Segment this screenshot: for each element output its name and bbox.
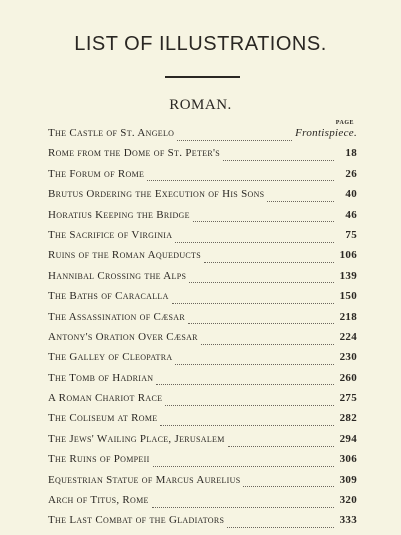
illustration-title: Antony's Oration Over Cæsar [48,330,198,343]
list-item [48,392,357,412]
page-number: 320 [339,494,357,507]
illustration-title: The Ruins of Pompeii [48,453,150,466]
dot-leader [243,486,334,487]
illustration-title: The Assassination of Cæsar [48,310,186,323]
list-item [48,229,357,249]
list-item [48,474,357,494]
illustration-title: Brutus Ordering the Execution of His Sons [48,188,265,201]
dot-leader [177,140,292,141]
list-item [48,168,357,188]
page-number: 294 [339,432,357,445]
dot-leader [267,201,334,202]
page-number: 106 [339,249,357,262]
page-title: LIST OF ILLUSTRATIONS. [74,33,327,55]
page-number: 309 [339,473,357,486]
dot-leader [165,405,334,406]
list-item [48,453,357,473]
dot-leader [147,180,334,181]
list-item [48,331,357,351]
illustration-title: Horatius Keeping the Bridge [48,208,190,221]
list-item [48,433,357,453]
dot-leader [156,384,334,385]
list-item [48,290,357,310]
page-number: 40 [345,188,357,201]
list-item [48,372,357,392]
illustration-title: The Castle of St. Angelo [48,127,175,139]
list-item [48,351,357,371]
dot-leader [152,507,334,508]
list-item [48,127,357,147]
page-number: 275 [339,392,357,405]
page-number: 306 [339,453,357,466]
list-item [48,270,357,290]
page-column-label: PAGE [335,120,354,126]
title-divider [165,76,240,78]
illustration-title: The Tomb of Hadrian [48,371,154,384]
page-number: 224 [339,330,357,343]
dot-leader [160,425,334,426]
page-number: 26 [345,167,357,180]
page-number: 230 [339,351,357,364]
page-number: 260 [339,371,357,384]
dot-leader [227,527,334,528]
dot-leader [175,364,334,365]
section-heading: ROMAN. [169,97,232,113]
page-number: 18 [345,147,357,160]
list-item [48,514,357,534]
list-item [48,412,357,432]
page-number: 46 [345,208,357,221]
dot-leader [193,221,334,222]
page-number: 75 [345,228,357,241]
page-number: 282 [339,412,357,425]
illustration-title: Hannibal Crossing the Alps [48,269,187,282]
illustration-title: The Galley of Cleopatra [48,351,173,364]
illustration-title: Ruins of the Roman Aqueducts [48,249,201,262]
dot-leader [188,323,334,324]
page-number: 139 [339,269,357,282]
list-item [48,311,357,331]
dot-leader [204,262,334,263]
illustration-title: The Baths of Caracalla [48,290,169,303]
dot-leader [189,282,334,283]
illustration-title: A Roman Chariot Race [48,392,163,405]
list-item [48,494,357,514]
illustration-title: Equestrian Statue of Marcus Aurelius [48,473,241,486]
dot-leader [175,242,334,243]
illustration-title: The Forum of Rome [48,167,145,180]
illustration-title: Arch of Titus, Rome [48,494,149,507]
illustration-title: The Jews' Wailing Place, Jerusalem [48,432,225,445]
dot-leader [172,303,334,304]
page-number: 150 [339,290,357,303]
illustration-list [48,127,357,535]
dot-leader [228,446,334,447]
list-item [48,147,357,167]
illustration-title: The Sacrifice of Virginia [48,228,173,241]
dot-leader [153,466,334,467]
list-item [48,209,357,229]
dot-leader [201,344,334,345]
page-number: 333 [339,514,357,527]
page-number: Frontispiece. [295,127,357,139]
illustration-title: The Last Combat of the Gladiators [48,514,225,527]
list-item [48,249,357,269]
illustration-title: The Coliseum at Rome [48,412,158,425]
page-number: 218 [339,310,357,323]
list-item [48,188,357,208]
illustration-title: Rome from the Dome of St. Peter's [48,147,220,160]
dot-leader [223,160,334,161]
